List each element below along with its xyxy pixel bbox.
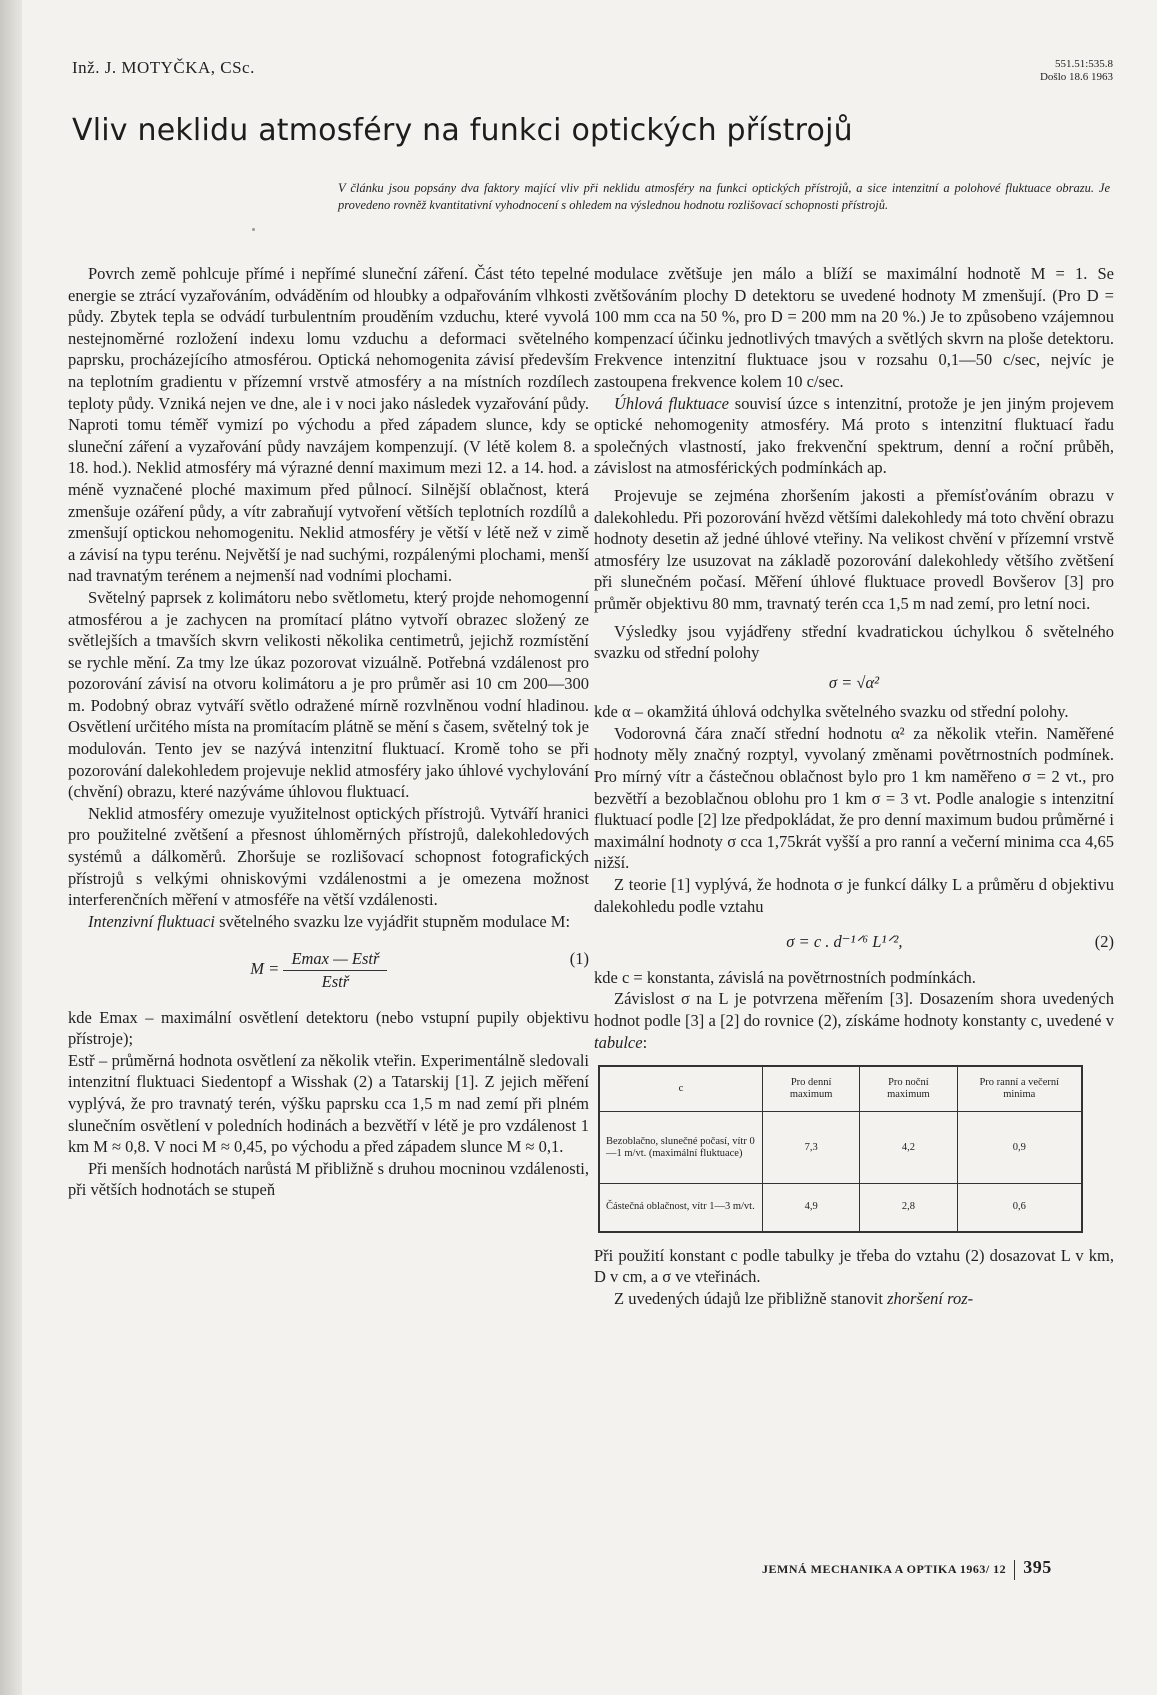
paragraph: Projevuje se zejména zhoršením jakosti a přemísťováním obrazu v dalekohledu. Při pozorování hvězd většími dalekohledy má toto chvění obrazu hodnoty desetin až jedné úhlové vteřiny. Na velikost chvění v přízemní vrstvě atmosféry lze usuzovat na základě pozorování dalekohledy většího zvětšení při slunečném počasí. Měření úhlové fluktuace provedl Bovšerov [3] pro průměr objektivu 80 mm, travnatý terén cca 1,5 m nad zemí, pro letní noci.: [594, 485, 1114, 613]
table-header-row: [599, 1066, 1082, 1112]
author-line: Inž. J. MOTYČKA, CSc.: [72, 58, 255, 77]
paragraph-text: :: [642, 1032, 648, 1052]
italic-term: Intenzivní fluktuaci: [88, 911, 215, 931]
article-meta: [1040, 58, 1113, 84]
table-cell: Bezoblačno, slunečné počasí, vítr 0—1 m/vt. (maximální fluktuace): [599, 1112, 763, 1184]
paragraph: Při menších hodnotách narůstá M přibližně s druhou mocninou vzdálenosti, při větších hodnotách se stupeň: [68, 1158, 589, 1200]
page-gutter-shadow: [0, 0, 22, 1695]
paragraph: kde c = konstanta, závislá na povětrnostních podmínkách.: [594, 967, 976, 987]
table-cell: 0,6: [957, 1184, 1082, 1232]
equation-number: (2): [1094, 932, 1114, 952]
paragraph: [594, 988, 1114, 1053]
page-footer: [762, 1557, 1052, 1580]
paragraph: Při použití konstant c podle tabulky je třeba do vztahu (2) dosazovat L v km, D v cm, a σ ve vteřinách.: [594, 1245, 1114, 1287]
abstract: V článku jsou popsány dva faktory mající vliv při neklidu atmosféry na funkci optických přístrojů, a sice intenzitní a polohové fluktuace obrazu. Je provedeno rovněž kvantitativní vyhodnocení s ohledem na výslednou hodnotu rozlišovací schopnosti přístrojů.: [338, 181, 1110, 212]
paragraph: [594, 393, 1114, 479]
udc-code: 551.51:535.8: [1054, 58, 1113, 70]
equation-1: [68, 948, 589, 992]
table-cell: 0,9: [957, 1112, 1082, 1184]
left-column: [68, 263, 589, 1201]
right-column: [594, 263, 1114, 1309]
table-cell: 2,8: [860, 1184, 957, 1232]
table-row: [599, 1112, 1082, 1184]
table-cell: 4,9: [763, 1184, 860, 1232]
eq1-denominator: Estř: [321, 972, 350, 991]
eq1-fraction: [283, 948, 387, 992]
table-cell: Částečná oblačnost, vítr 1—3 m/vt.: [599, 1184, 763, 1232]
table-header: Pro noční maximum: [860, 1066, 957, 1112]
equation-number: (1): [569, 949, 589, 969]
paragraph-text: Z uvedených údajů lze přibližně stanovit: [614, 1288, 888, 1308]
paragraph: Světelný paprsek z kolimátoru nebo světlometu, který projde nehomogenní atmosférou a je zachycen na promítací plátno vytvoří obrazec složený ze světlejších a tmavších skvrn velikosti několika centimetrů, jejichž rozmístění se rychle mění. Za tmy lze úkaz pozorovat vizuálně. Potřebná vzdálenost pro pozorování závisí na otvoru kolimátoru a je pro průměr asi 10 cm 200—300 m. Podobný obraz vytváří světlo odražené mírně rozvlněnou vodní hladinou. Osvětlení určitého místa na promítacím plátně se mění s časem, světelný tok je modulován. Tento jev se nazývá intenzitní fluktuací. Kromě toho se při pozorování dalekohledem projevuje neklid atmosféry jako úhlové vychylování (chvění) obrazu, které nazýváme úhlovou fluktuací.: [68, 587, 589, 802]
paragraph: [68, 911, 589, 933]
eq2-body: σ = c . d⁻¹ᐟ⁶ L¹ᐟ²,: [786, 932, 903, 952]
eq1-lhs: M =: [250, 959, 280, 979]
table-cell: 7,3: [763, 1112, 860, 1184]
footer-divider: [1014, 1560, 1015, 1580]
print-speck: [252, 228, 255, 231]
received-date: Došlo 18.6 1963: [1039, 71, 1113, 83]
table-header: c: [599, 1066, 763, 1112]
italic-term: Úhlová fluktuace: [614, 393, 729, 413]
paragraph: kde Emax – maximální osvětlení detektoru (nebo vstupní pupily objektivu přístroje);: [68, 1007, 589, 1049]
paragraph: kde α – okamžitá úhlová odchylka světelného svazku od střední polohy.: [594, 702, 1069, 722]
table-header: Pro denní maximum: [763, 1066, 860, 1112]
paragraph: Z teorie [1] vyplývá, že hodnota σ je funkcí dálky L a průměru d objektivu dalekohledu podle vztahu: [594, 875, 1114, 916]
italic-term: zhoršení roz-: [887, 1288, 974, 1308]
eq1-numerator: Emax — Estř: [283, 948, 387, 971]
table-cell: 4,2: [860, 1112, 957, 1184]
equation-2: [594, 931, 1114, 953]
paragraph: Povrch země pohlcuje přímé i nepřímé sluneční záření. Část této tepelné energie se ztrácí vyzařováním, odváděním od hloubky a odpařováním vlhkosti půdy. Zbytek tepla se odvádí turbulentním prouděním vzduchu, které vyvolá nestejnoměrné rozložení indexu lomu vzduchu a deformaci světelného paprsku, procházejícího atmosférou. Optická nehomogenita závisí především na teplotním gradientu v přízemní vrstvě atmosféry a na místních rozdílech teploty půdy. Vzniká nejen ve dne, ale i v noci jako následek vyzařování půdy. Naproti tomu téměř vymizí po východu a před západem slunce, kdy se sluneční záření a vyzařování půdy navzájem kompenzují. (V létě kolem 8. a 18. hod.). Neklid atmosféry má výrazné denní maximum mezi 12. a 14. hod. a méně vyznačené ploché maximum před půlnocí. Silnější oblačnost, která zmenšuje ozáření půdy, a vítr zabraňují vytvoření větších teplotních rozdílů a zmenšují optickou nehomogenitu. Neklid atmosféry je větší v létě než v zimě a závisí na typu terénu. Největší je nad suchými, rozpálenými plochami, menší nad travnatým terénem a nejmenší nad vodními plochami.: [68, 264, 589, 586]
paragraph: Neklid atmosféry omezuje využitelnost optických přístrojů. Vytváří hranici pro použitelné zvětšení a přesnost úhloměrných přístrojů, dalekohledových systémů a dálkoměrů. Zhoršuje se rozlišovací schopnost fotografických přístrojů s velkými ohniskovými vzdálenostmi a je omezena možnost interferenčních měření v atmosféře na větší vzdálenosti.: [68, 803, 589, 910]
paragraph-text: souvisí úzce s intenzitní, protože je jen jiným projevem optické nehomogenity atmosféry. Má proto s intenzitní fluktuací řadu společných vlastností, jako frekvenční spektrum, denní a roční průběh, závislost na atmosférických podmínkách ap.: [594, 393, 1114, 478]
journal-page: [22, 0, 1157, 1695]
paragraph: [594, 1288, 1114, 1310]
paragraph: modulace zvětšuje jen málo a blíží se maximální hodnotě M = 1. Se zvětšováním plochy D detektoru se uvedené hodnoty M zmenšují. (Pro D = 100 mm cca na 50 %, pro D = 200 mm na 20 %.) Je to způsobeno vzájemnou kompenzací účinku jednotlivých tmavých a světlých skvrn na ploše detektoru. Frekvence intenzitní fluktuace jsou v rozsahu 0,1—50 c/sec, nejvíc je zastoupena frekvence kolem 10 c/sec.: [594, 264, 1114, 391]
paragraph: Výsledky jsou vyjádřeny střední kvadratickou úchylkou δ světelného svazku od střední polohy: [594, 621, 1114, 663]
paragraph: Vodorovná čára značí střední hodnotu α² za několik vteřin. Naměřené hodnoty měly značný rozptyl, vyvolaný změnami povětrnostních podmínek. Pro mírný vítr a částečnou oblačnost bylo pro 1 km naměřeno σ = 2 vt., pro bezvětří a bezoblačnou oblohu pro 1 km σ = 3 vt. Podle analogie s intenzitní fluktuací podle [2] lze předpokládat, že pro denní maximum budou průměrné i maximální hodnoty σ cca 1,75krát vyšší a pro ranní a večerní minima cca 4,65 nižší.: [594, 723, 1114, 873]
paragraph-text: světelného svazku lze vyjádřit stupněm modulace M:: [214, 911, 571, 931]
paragraph-text: Závislost σ na L je potvrzena měřením [3]. Dosazením shora uvedených hodnot podle [3] a [2] do rovnice (2), získáme hodnoty konstanty c, uvedené v: [594, 989, 1114, 1030]
constants-table: [598, 1065, 1083, 1233]
page-number: 395: [1023, 1557, 1052, 1577]
table-row: [599, 1184, 1082, 1232]
equation-sigma: σ = √α²: [828, 672, 880, 692]
italic-term: tabulce: [594, 1032, 643, 1052]
paragraph: Estř – průměrná hodnota osvětlení za několik vteřin. Experimentálně sledovali intenzitní fluktuaci Siedentopf a Wisshak (2) a Tatarskij [1]. Z jejich měření vyplývá, že pro travnatý terén, výšku paprsku cca 1,5 m nad zemí při plném slunečním osvětlení v poledních hodinách a bezvětří v létě je pro vzdálenost 1 km M ≈ 0,8. V noci M ≈ 0,45, po východu a před západem slunce M ≈ 0,1.: [68, 1050, 589, 1157]
table-header: Pro ranní a večerní minima: [957, 1066, 1082, 1112]
journal-name: JEMNÁ MECHANIKA A OPTIKA 1963/ 12: [762, 1562, 1007, 1576]
article-title: Vliv neklidu atmosféry na funkci optických přístrojů: [72, 113, 853, 148]
